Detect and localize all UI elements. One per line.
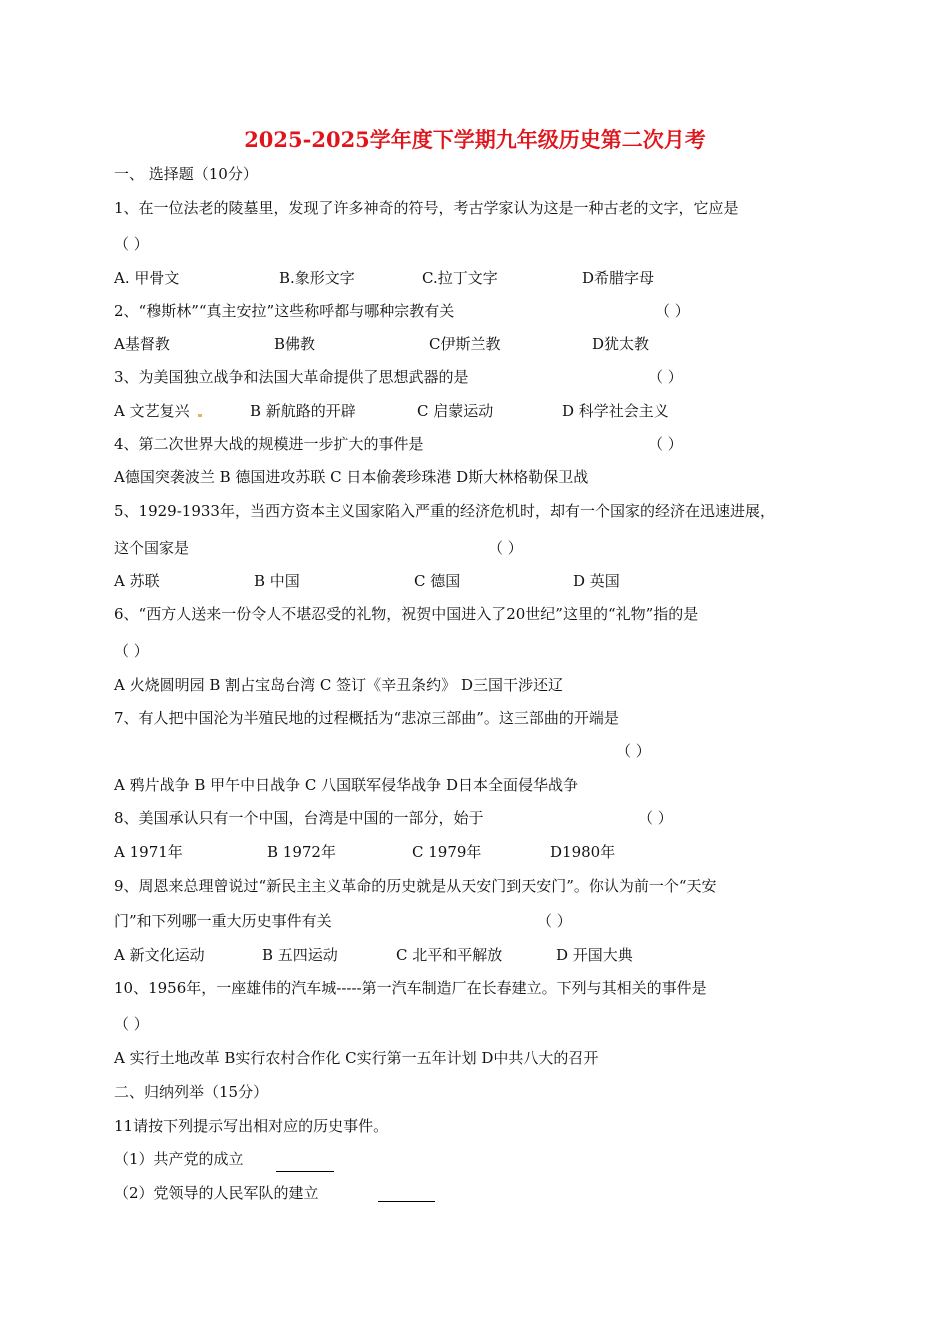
option-c: C 启蒙运动	[417, 402, 494, 420]
question-1-text: 1、在一位法老的陵墓里，发现了许多神奇的符号，考古学家认为这是一种古老的文字，它应是	[114, 199, 739, 217]
question-8-text: 8、美国承认只有一个中国，台湾是中国的一部分，始于	[114, 809, 484, 827]
option-a: A 苏联	[114, 572, 160, 590]
question-10-options: A 实行土地改革 B实行农村合作化 C实行第一五年计划 D中共八大的召开	[114, 1049, 599, 1067]
question-10-answer-paren: （ ）	[114, 1015, 149, 1033]
question-8-answer-paren: （ ）	[638, 809, 673, 827]
option-d: D希腊字母	[582, 269, 655, 287]
question-7-text: 7、有人把中国沦为半殖民地的过程概括为“悲凉三部曲”。这三部曲的开端是	[114, 709, 619, 727]
option-d: D犹太教	[592, 335, 650, 353]
option-a: A 文艺复兴	[114, 402, 190, 420]
question-6-answer-paren: （ ）	[114, 642, 149, 660]
option-c: C 德国	[414, 572, 461, 590]
option-b: B 五四运动	[262, 946, 338, 964]
section-2-heading: 二、归纳列举（15分）	[114, 1083, 269, 1101]
question-11-item-2: （2）党领导的人民军队的建立	[114, 1184, 319, 1202]
question-7-options: A 鸦片战争 B 甲午中日战争 C 八国联军侵华战争 D日本全面侵华战争	[114, 776, 578, 794]
highlight-mark	[198, 414, 202, 417]
option-a: A 1971年	[114, 843, 183, 861]
option-c: C伊斯兰教	[429, 335, 501, 353]
section-1-heading: 一、 选择题（10分）	[114, 165, 258, 183]
question-3-text: 3、为美国独立战争和法国大革命提供了思想武器的是	[114, 368, 469, 386]
option-d: D 开国大典	[556, 946, 633, 964]
question-4-options: A德国突袭波兰 B 德国进攻苏联 C 日本偷袭珍珠港 D斯大林格勒保卫战	[114, 468, 589, 486]
answer-blank-2[interactable]	[378, 1201, 435, 1202]
option-c: C.拉丁文字	[422, 269, 498, 287]
question-4-answer-paren: （ ）	[648, 435, 683, 453]
option-b: B 中国	[254, 572, 300, 590]
option-c: C 1979年	[412, 843, 482, 861]
option-b: B.象形文字	[279, 269, 355, 287]
question-10-text: 10、1956年，一座雄伟的汽车城-----第一汽车制造厂在长春建立。下列与其相关的事件是	[114, 979, 707, 997]
option-b: B佛教	[274, 335, 316, 353]
question-1-answer-paren: （ ）	[114, 235, 149, 253]
question-9-answer-paren: （ ）	[537, 912, 572, 930]
question-6-options: A 火烧圆明园 B 割占宝岛台湾 C 签订《辛丑条约》 D三国干涉还辽	[114, 676, 563, 694]
option-d: D1980年	[550, 843, 616, 861]
option-d: D 科学社会主义	[562, 402, 669, 420]
option-a: A. 甲骨文	[114, 269, 180, 287]
exam-title: 2025-2025学年度下学期九年级历史第二次月考	[244, 127, 706, 152]
question-6-text: 6、“西方人送来一份令人不堪忍受的礼物，祝贺中国进入了20世纪”这里的“礼物”指的是	[114, 605, 699, 623]
question-5-text: 5、1929-1933年，当西方资本主义国家陷入严重的经济危机时，却有一个国家的经济在迅速进展，	[114, 502, 775, 520]
option-d: D 英国	[573, 572, 620, 590]
option-a: A基督教	[114, 335, 170, 353]
option-c: C 北平和平解放	[396, 946, 503, 964]
option-b: B 1972年	[267, 843, 336, 861]
question-2-text: 2、“穆斯林”“真主安拉”这些称呼都与哪种宗教有关	[114, 302, 455, 320]
question-4-text: 4、第二次世界大战的规模进一步扩大的事件是	[114, 435, 424, 453]
question-9-text-continued: 门”和下列哪一重大历史事件有关	[114, 912, 332, 930]
question-5-answer-paren: （ ）	[488, 539, 523, 557]
option-b: B 新航路的开辟	[250, 402, 356, 420]
question-3-answer-paren: （ ）	[648, 368, 683, 386]
answer-blank-1[interactable]	[276, 1171, 334, 1172]
question-11-item-1: （1）共产党的成立	[114, 1150, 244, 1168]
question-11-text: 11请按下列提示写出相对应的历史事件。	[114, 1117, 389, 1135]
question-5-text-continued: 这个国家是	[114, 539, 190, 557]
option-a: A 新文化运动	[114, 946, 205, 964]
question-9-text: 9、周恩来总理曾说过“新民主主义革命的历史就是从天安门到天安门”。你认为前一个“天安	[114, 877, 717, 895]
question-7-answer-paren: （ ）	[616, 742, 651, 760]
question-2-answer-paren: （ ）	[655, 302, 690, 320]
